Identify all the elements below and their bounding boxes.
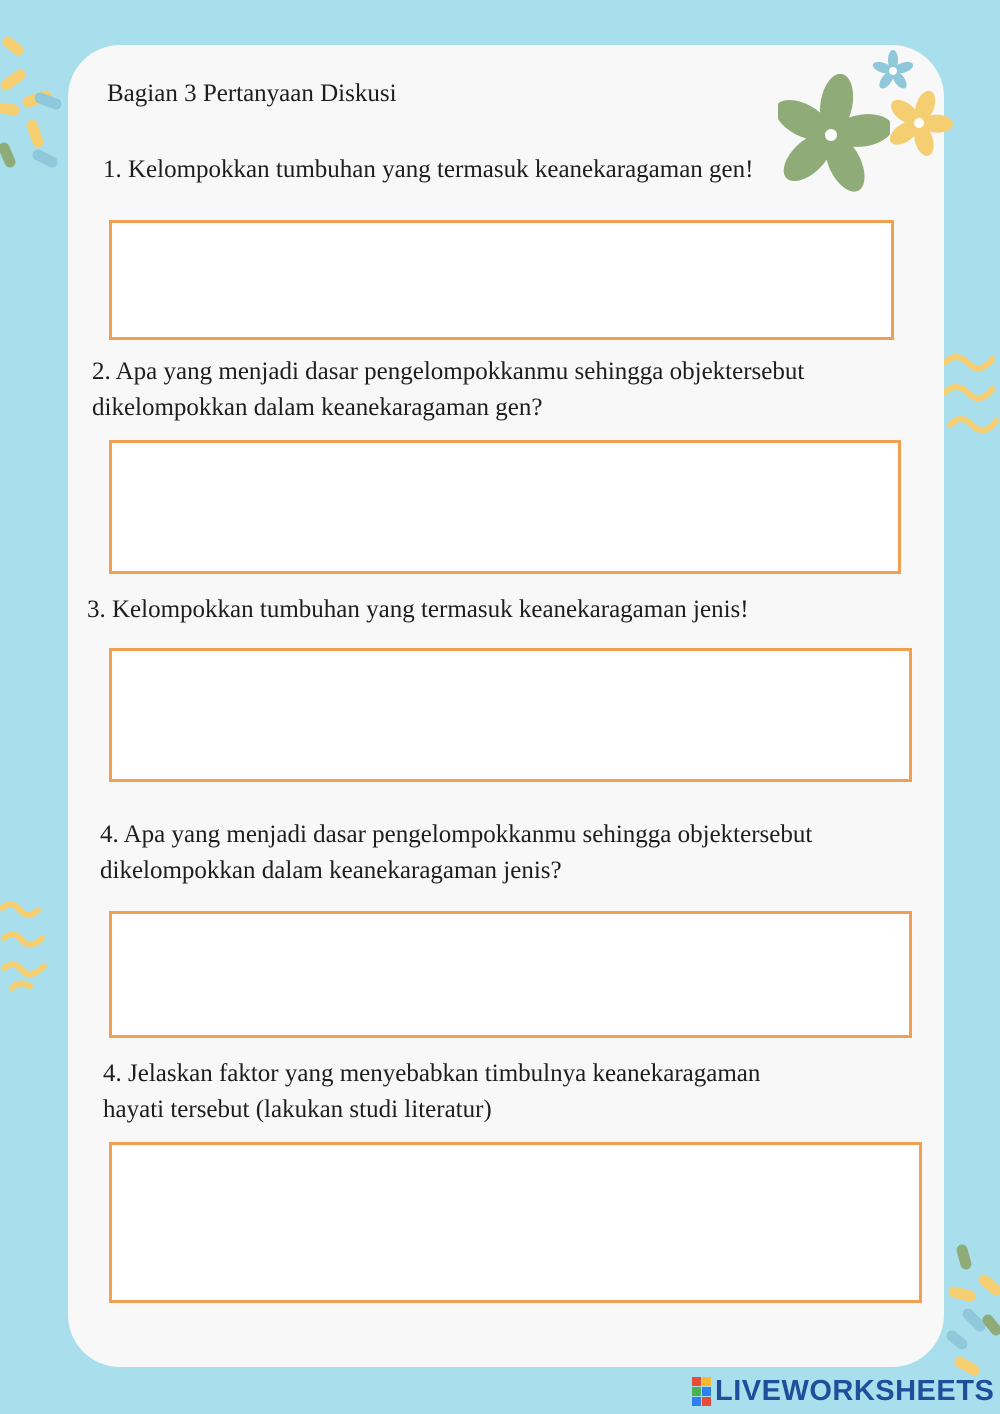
question-4-text-line-2: dikelompokkan dalam keanekaragaman jenis?: [100, 857, 562, 884]
liveworksheets-logo-icon: [692, 1377, 711, 1406]
question-5-text-line-2: hayati tersebut (lakukan studi literatur): [103, 1096, 492, 1123]
liveworksheets-logo-text: LIVEWORKSHEETS: [715, 1374, 995, 1407]
question-2-text-line-2: dikelompokkan dalam keanekaragaman gen?: [92, 394, 543, 421]
confetti-decoration-bottom-right: [940, 1240, 1000, 1380]
answer-box-3[interactable]: [109, 648, 912, 782]
page-title: Bagian 3 Pertanyaan Diskusi: [107, 80, 397, 107]
confetti-decoration-top-left: [0, 30, 70, 180]
question-4-text-line-1: 4. Apa yang menjadi dasar pengelompokkanmu sehingga objektersebut: [100, 821, 813, 848]
question-2-text-line-1: 2. Apa yang menjadi dasar pengelompokkanmu sehingga objektersebut: [92, 358, 805, 385]
question-5-text-line-1: 4. Jelaskan faktor yang menyebabkan timbulnya keanekaragaman: [103, 1060, 761, 1087]
answer-box-5[interactable]: [109, 1142, 922, 1303]
answer-box-2[interactable]: [109, 440, 901, 574]
question-3-text: 3. Kelompokkan tumbuhan yang termasuk keanekaragaman jenis!: [87, 596, 749, 623]
liveworksheets-logo: [692, 1374, 994, 1408]
answer-box-4[interactable]: [109, 911, 912, 1038]
answer-box-1[interactable]: [109, 220, 894, 340]
wave-decoration-left: [0, 900, 70, 995]
question-1-text: 1. Kelompokkan tumbuhan yang termasuk keanekaragaman gen!: [103, 156, 754, 183]
flower-decoration-blue: [872, 50, 914, 92]
wave-decoration-right: [940, 345, 1000, 445]
flower-decoration-yellow: [884, 88, 954, 158]
